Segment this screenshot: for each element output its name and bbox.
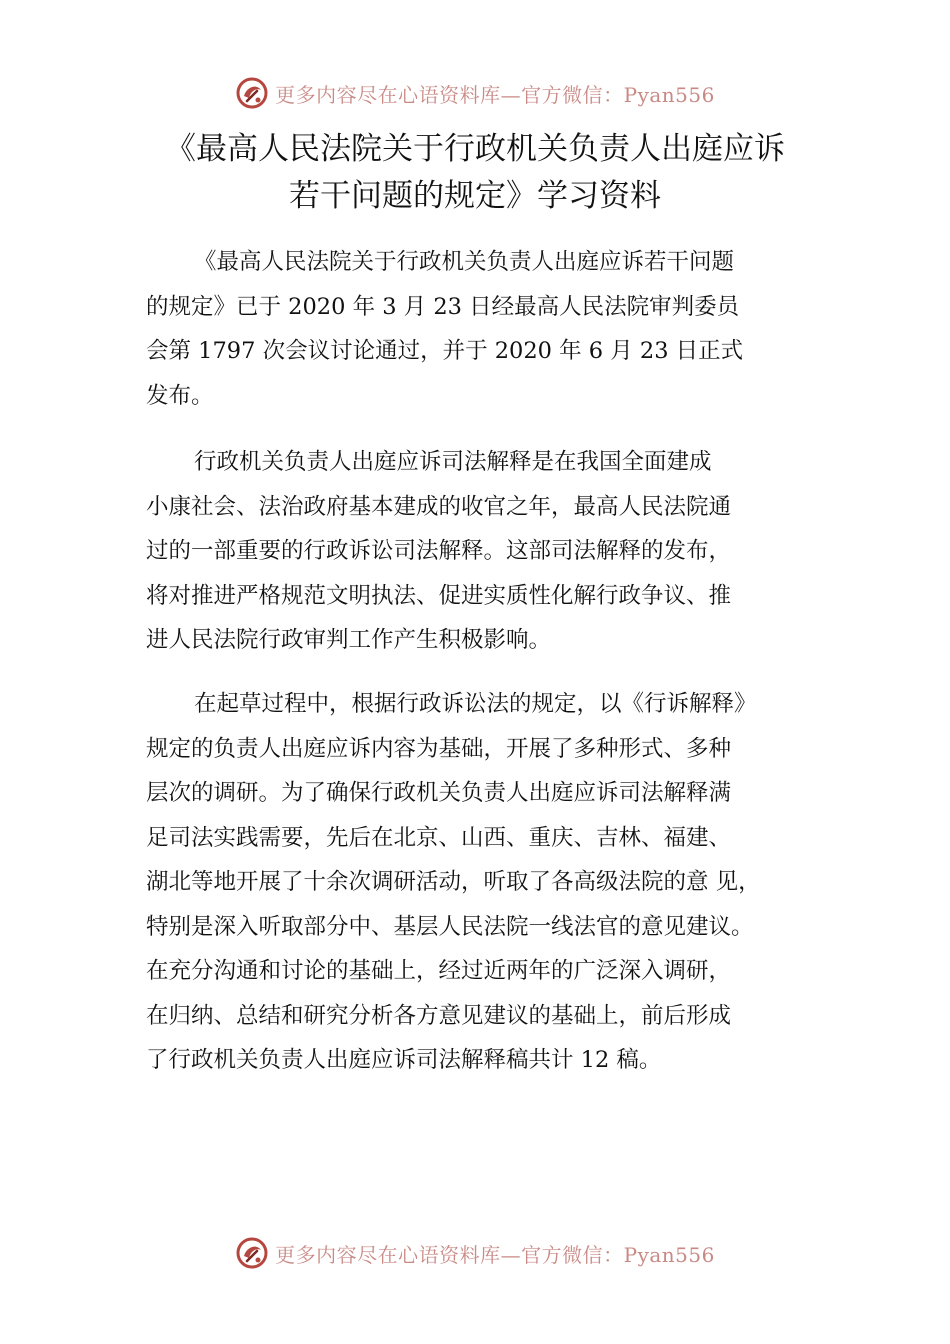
paragraph (146, 240, 846, 418)
paragraph-line: 湖北等地开展了十余次调研活动，听取了各高级法院的意 见， (146, 869, 761, 895)
header-watermark (0, 71, 950, 115)
paragraph-line: 特别是深入听取部分中、基层人民法院一线法官的意见建议。 (146, 913, 754, 940)
document-title (0, 126, 950, 220)
red-swirl-logo-icon (235, 1236, 269, 1270)
paragraph-line: 行政机关负责人出庭应诉司法解释是在我国全面建成 (194, 449, 712, 475)
paragraph-line: 在起草过程中，根据行政诉讼法的规定，以《行诉解释》 (194, 691, 757, 717)
paragraph-line: 会第 1797 次会议讨论通过，并于 2020 年 6 月 23 日正式 (146, 338, 744, 364)
paragraph (146, 440, 846, 663)
paragraph (146, 682, 846, 1083)
watermark-text: 更多内容尽在心语资料库—官方微信：Pyan556 (275, 1242, 715, 1267)
paragraph-line: 规定的负责人出庭应诉内容为基础，开展了多种形式、多种 (146, 735, 732, 762)
paragraph-line: 小康社会、法治政府基本建成的收官之年，最高人民法院通 (146, 493, 732, 520)
footer-watermark (0, 1231, 950, 1275)
paragraph-line: 在归纳、总结和研究分析各方意见建议的基础上，前后形成 (146, 1002, 732, 1029)
title-line: 若干问题的规定》学习资料 (289, 178, 661, 214)
title-line: 《最高人民法院关于行政机关负责人出庭应诉 (165, 131, 785, 167)
paragraph-line: 层次的调研。为了确保行政机关负责人出庭应诉司法解释满 (146, 780, 732, 806)
paragraph-line: 进人民法院行政审判工作产生积极影响。 (146, 627, 552, 653)
paragraph-line: 在充分沟通和讨论的基础上，经过近两年的广泛深入调研， (146, 958, 732, 984)
paragraph-line: 《最高人民法院关于行政机关负责人出庭应诉若干问题 (194, 249, 735, 275)
paragraph-line: 了行政机关负责人出庭应诉司法解释稿共计 12 稿。 (146, 1047, 662, 1073)
watermark-text: 更多内容尽在心语资料库—官方微信：Pyan556 (275, 82, 715, 107)
paragraph-line: 过的一部重要的行政诉讼司法解释。这部司法解释的发布， (146, 538, 732, 564)
red-swirl-logo-icon (235, 76, 269, 110)
paragraph-line: 将对推进严格规范文明执法、促进实质性化解行政争议、推 (146, 582, 732, 609)
paragraph-line: 发布。 (146, 382, 214, 409)
paragraph-line: 足司法实践需要，先后在北京、山西、重庆、吉林、福建、 (146, 824, 732, 851)
paragraph-line: 的规定》已于 2020 年 3 月 23 日经最高人民法院审判委员 (146, 293, 740, 320)
